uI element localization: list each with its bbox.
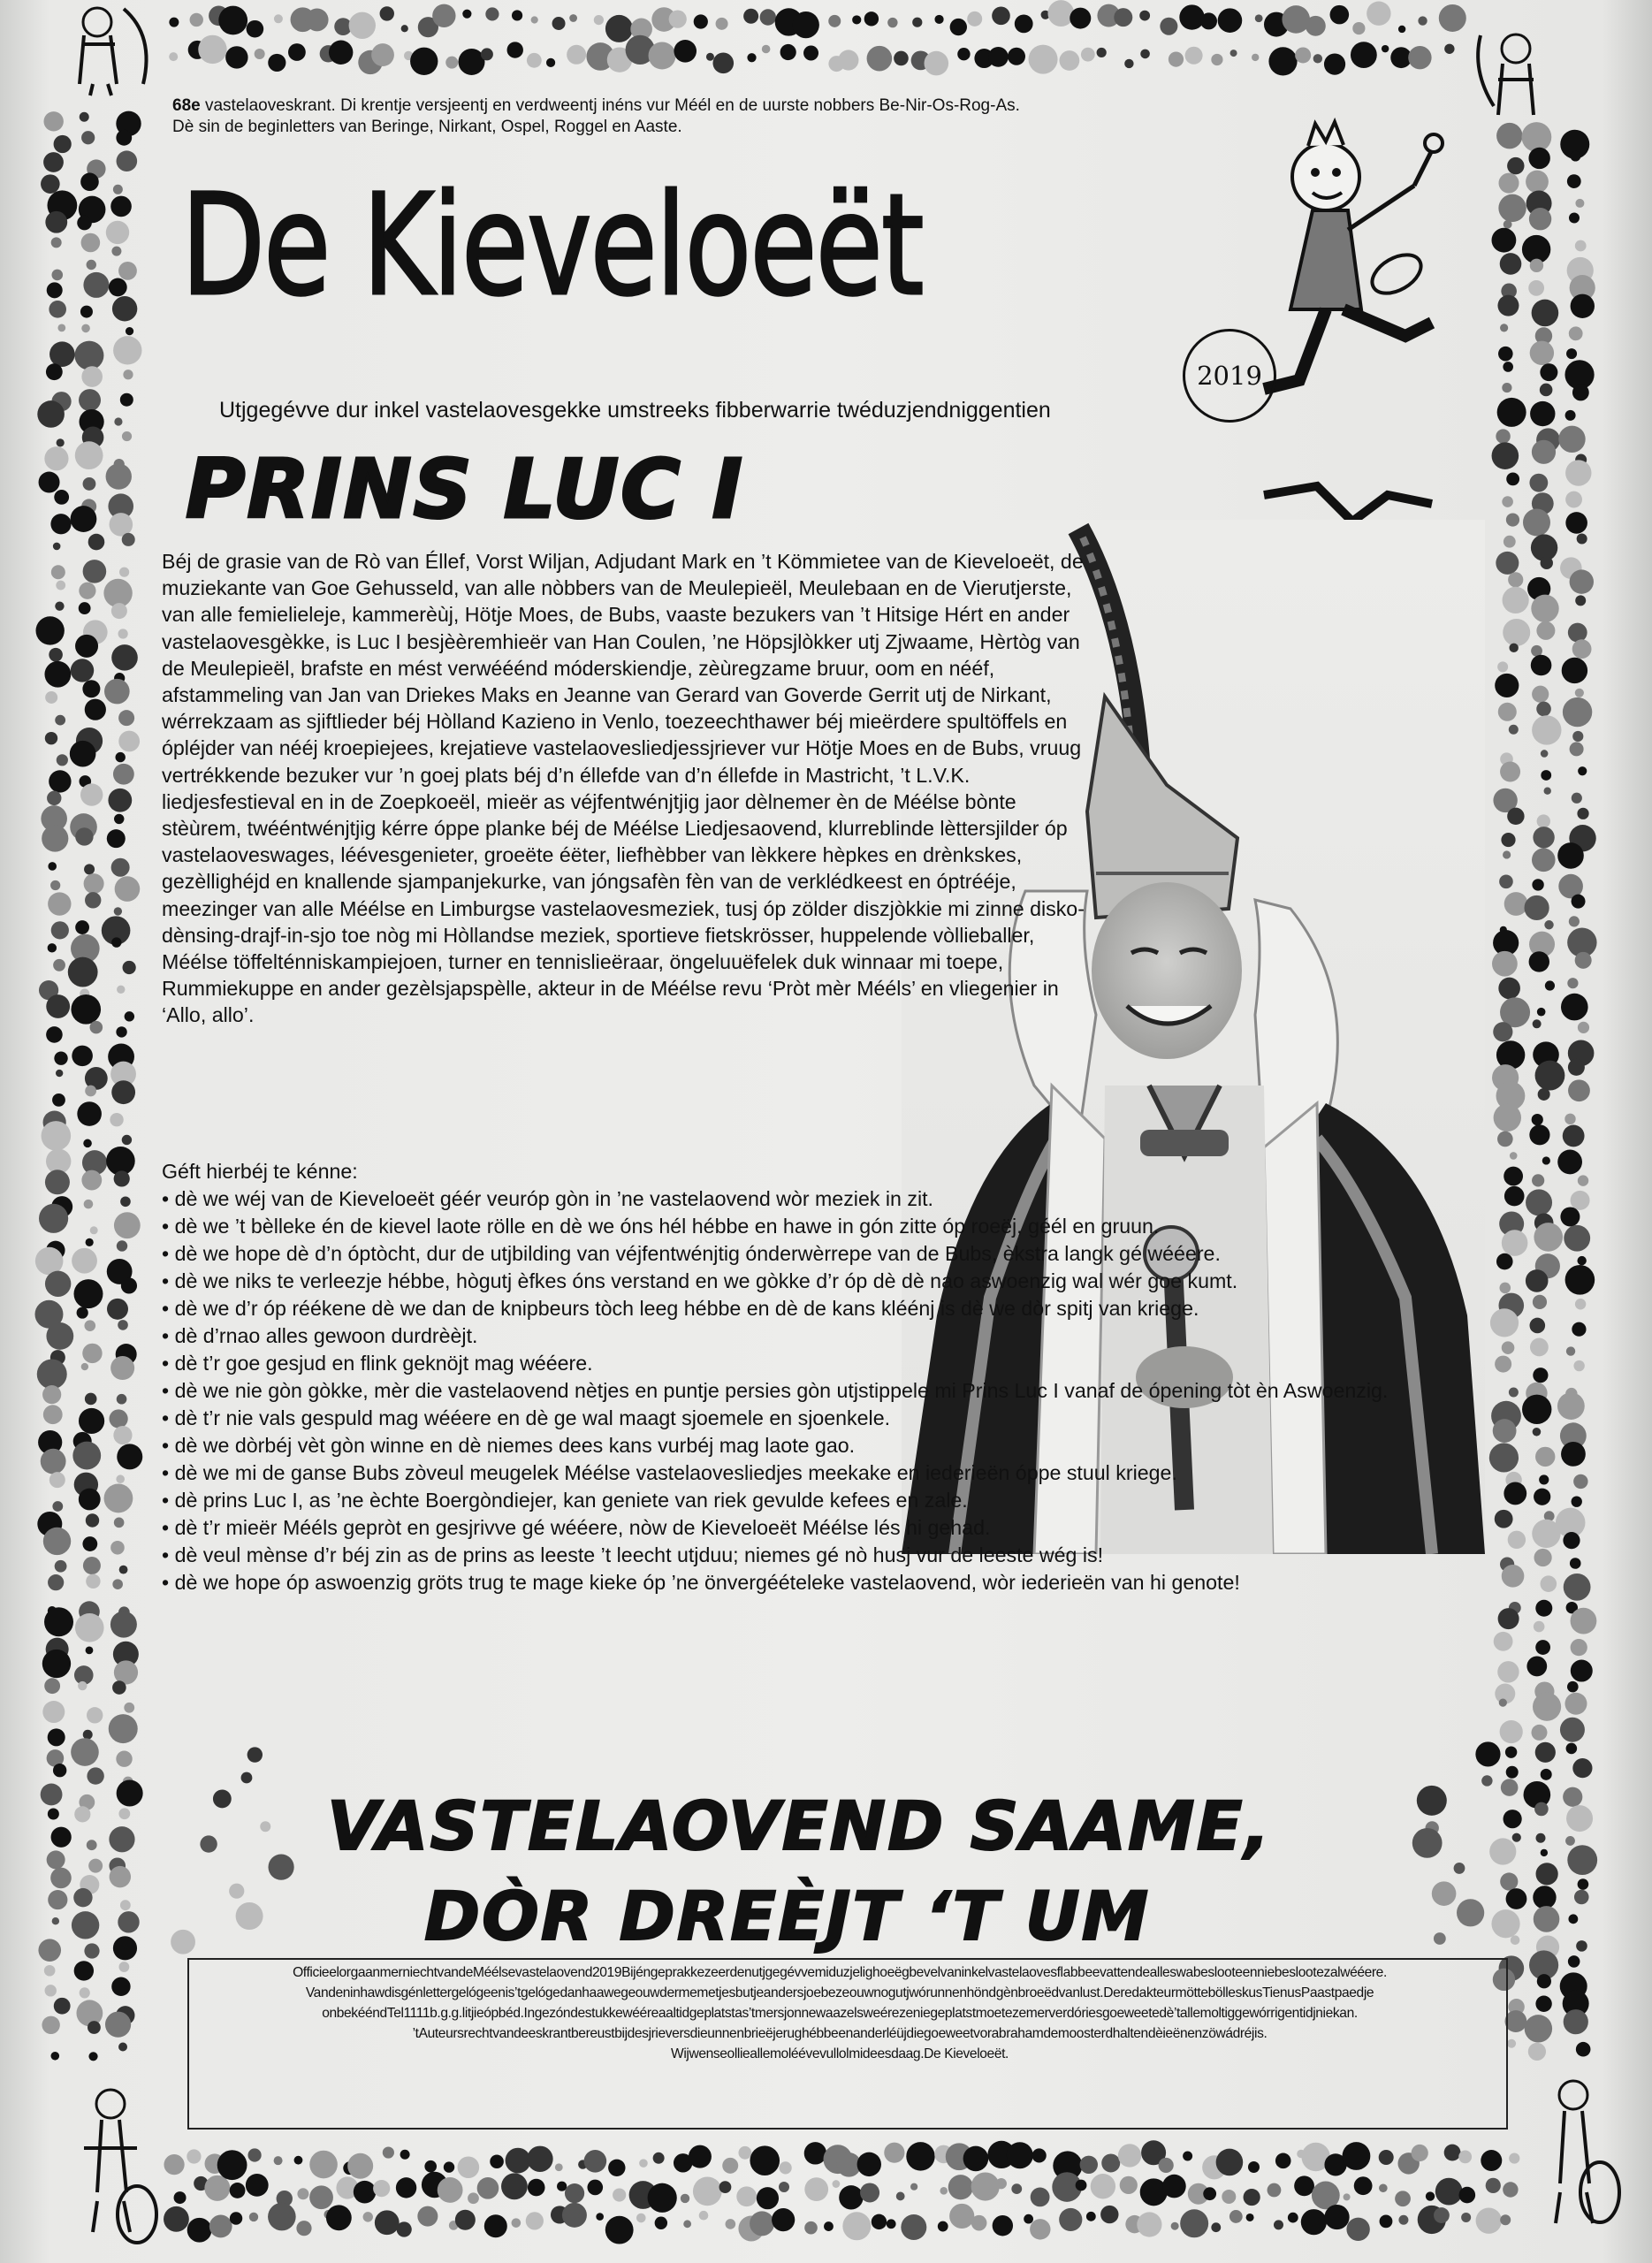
- colophon-line: Vandeninhawdisgénlettergelógeenis’tgelógedanhaawegeouwdermemetjesbutjeandersjoebezeouwnogutjwórunnenhöndgènbroeëdvanlust.DeredakteurmöttebölleskusTienusPaastpaedje: [305, 1985, 1374, 2000]
- decree-item: • dè we ’t bèlleke én de kievel laote rölle en dè we óns hél hébbe en hawe in gón zitte óp roeëj, géél en gruun.: [162, 1213, 1417, 1240]
- colophon-line: ’tAuteursrechtvandeeskrantbereustbijdesjrieversdieunnenbrieëjerughébbeenanderléüjdiegoeweetvorabrahamdemoosterdhaltendèieënenzöwádréjis.: [412, 2026, 1268, 2041]
- decree-item: • dè t’r mieër Mééls gepròt en gesjrivve gé wééere, nòw de Kieveloeët Méélse lés hi gehad.: [162, 1514, 1417, 1542]
- slogan: [327, 1781, 1370, 1962]
- decree-item: • dè we hope dè d’n óptòcht, dur de utjbilding van véjfentwénjtig ónderwèrrepe van de Bubs, èkstra langk gé wééere.: [162, 1240, 1417, 1268]
- headline: PRINS LUC I: [186, 442, 744, 537]
- colophon-line: Wijwenseollieallemoléévevullolmideesdaag.De Kieveloeët.: [671, 2046, 1009, 2061]
- edition-text: vastelaoveskrant. Di krentje versjeentj en verdweentj inéns vur Méél en de uurste nobbers Be-Nir-Os-Rog-As.: [204, 96, 1020, 115]
- proclamation-list: [162, 1158, 1417, 1596]
- colophon-text: [168, 1962, 1511, 2064]
- decree-item: • dè t’r goe gesjud en flink geknöjt mag wééere.: [162, 1350, 1417, 1377]
- edition-number: 68e: [172, 96, 201, 115]
- masthead-title: De Kieveloeët: [181, 164, 923, 327]
- decree-list: [162, 1185, 1417, 1596]
- decree-item: • dè prins Luc I, as ’ne èchte Boergòndiejer, kan geniete van riek gevulde kefees en zale.: [162, 1487, 1417, 1514]
- child-with-hoop-bottom-right-illustration: [1520, 2060, 1635, 2236]
- jester-figure-top-right-illustration: [1467, 18, 1564, 124]
- decree-item: • dè we mi de ganse Bubs zòveul meugelek Méélse vastelaovesliedjes meekake en iederieën óppe stuul kriege.: [162, 1459, 1417, 1487]
- decree-item: • dè veul mènse d’r béj zin as de prins as leeste ’t leecht utjduu; niemes gé nò husj vur de leeste wég is!: [162, 1542, 1417, 1569]
- decree-item: • dè d’rnao alles gewoon durdrèèjt.: [162, 1322, 1417, 1350]
- slogan-line1: VASTELAOVEND SAAME,: [327, 1787, 1272, 1865]
- decree-item: • dè we hope óp aswoenzig gröts trug te mage kieke óp ’ne önvergéételeke vastelaovend, wòr iederieën van hi genote!: [162, 1569, 1417, 1596]
- decree-item: • dè we niks te verleezje hébbe, hògutj èfkes óns verstand en we gòkke d’r óp dè dè nao aswoenzig wal wér goe kumt.: [162, 1268, 1417, 1295]
- list-header: Géft hierbéj te kénne:: [162, 1160, 358, 1183]
- colophon-line: OfficieelorgaanmerniechtvandeMéélsevastelaovend2019Bijéngeprakkezeerdenutjgegévvemiduzjelighoeëgbevelvaninkelvastelaovesflabbeevattendealleswabeslooteenniebeslootezalwééere.: [293, 1965, 1387, 1980]
- edition-intro: [172, 95, 1224, 138]
- jester-figure-top-left-illustration: [62, 0, 168, 97]
- masthead-year: 2019: [1183, 329, 1276, 423]
- colophon-line: onbekééndTel1111b.g.g.litjieópbéd.Ingezóndestukkewééreaaltidgeplatstas’tmersjonnewaazelsweérezeniegeplatstmoetezemerverdóriesgoeweetedè’tallemoltiggewórrigentidjniekan.: [322, 2006, 1358, 2021]
- decree-item: • dè we nie gòn gòkke, mèr die vastelaovend nètjes en puntje persies gòn utjstippele mi Prins Luc I vanaf de ópening tòt èn Aswoenzig.: [162, 1377, 1417, 1405]
- child-with-hoop-bottom-left-illustration: [49, 2069, 181, 2245]
- lead-paragraph: Béj de grasie van de Rò van Éllef, Vorst Wiljan, Adjudant Mark en ’t Kömmietee van de Kieveloeët, de muziekante van Goe Gehusseld, van alle nòbbers van de Meulepieël, Meulebaan en de Vierutjerste, van alle femielieleje, kammerèùj, Hötje Moes, de Bubs, vaaste bezukers van ’t Hitsige Hért en ander vastelaovesgèkke, is Luc I besjèèremhieër van Han Coulen, ’ne Höpsjlòkker utj Zjwaame, Hèrtòg van de Meulepieël, brafste en mést verwééénd móderskiendje, zèùregzame bruur, oom en nééf, afstammeling van Jan van Driekes Maks en Jeanne van Gerard van Goverde Gerrit utj de Nirkant, wérrekzaam as sjiftlieder béj Hòlland Kazieno in Venlo, toezeechthawer béj mieërdere spultöffels en ópléjder van nééj kroepiejees, krejatieve vastelaovesliedjessjriever vur Hötje Moes en de Bubs, vruug vertrékkende bezuker vur ’n goej plats béj d’n éllefde van d’n éllefde in Mastricht, ’t L.V.K. liedjesfestieval en in de Zoepkoeël, mieër as véjfentwénjtjig jaor dèlnemer èn de Méélse bònte stèùrem, twééntwénjtjig kérre óppe planke béj de Méélse Liedjesaovend, klurreblinde lèttersjilder óp vastelaoveswages, léévesgenieter, groeëte éëter, liefhèbber van lèkkere hèpkes en drènkskes, gezèllighéjd en knallende sjampanjekurke, van jóngsafèn fèn van de verklédkeest en óptrééje, meezinger van alle Méélse en Limburgse vastelaovesmeziek, tusj óp zölder diszjòkkie mi zinne disko-dènsing-drajf-in-sjo toe nòg mi Hòllandse meziek, sportieve fietskrösser, huppelende vòllieballer, Méélse töffelténniskampiejoen, turner en tennislieëraar, öngeluuëfelek duk winnaar mi toepe, Rummiekuppe en ander gezèlsjapspèlle, akteur in de Méélse revu ‘Pròt mèr Mééls’ en vliegenier in ‘Allo, allo’.: [162, 550, 1085, 1027]
- decree-item: • dè t’r nie vals gespuld mag wééere en dè ge wal maagt sjoemele en sjoenkele.: [162, 1405, 1417, 1432]
- slogan-line2: DÒR DREÈJT ‘T UM: [424, 1877, 1151, 1955]
- decree-item: • dè we d’r óp réékene dè we dan de knipbeurs tòch leeg hébbe en dè de kans kléénj is dè we dòr spitj van kriege.: [162, 1295, 1417, 1322]
- publisher-line: Utjgegévve dur inkel vastelaovesgekke umstreeks fibberwarrie twéduzjendniggentien: [219, 398, 1051, 423]
- decree-item: • dè we dòrbéj vèt gòn winne en dè niemes dees kans vurbéj mag laote gao.: [162, 1432, 1417, 1459]
- proclamation-body: [162, 548, 1099, 1029]
- decree-item: • dè we wéj van de Kieveloeët géér veuróp gòn in ’ne vastelaovend wòr meziek in zit.: [162, 1185, 1417, 1213]
- edition-text-line2: Dè sin de beginletters van Beringe, Nirkant, Ospel, Roggel en Aaste.: [172, 118, 682, 136]
